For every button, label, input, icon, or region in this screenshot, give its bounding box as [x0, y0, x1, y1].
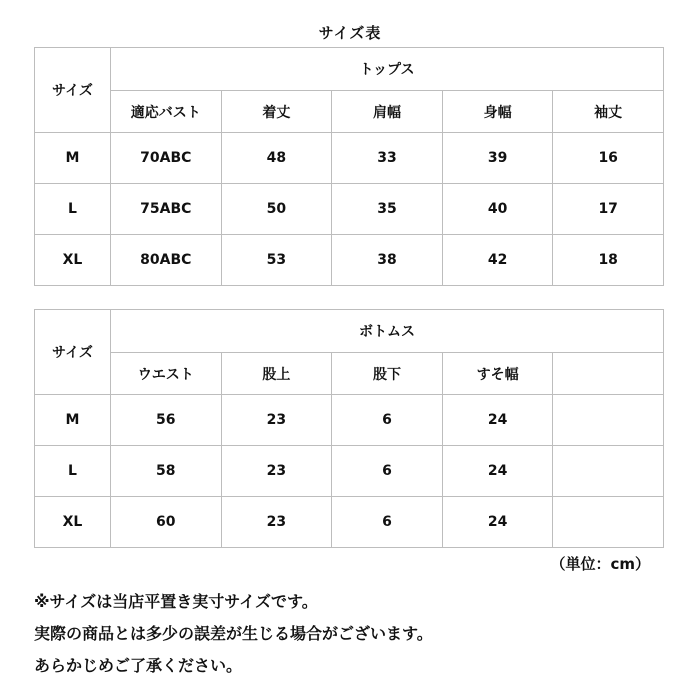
column-header: 着丈: [221, 91, 332, 133]
value-cell: 48: [221, 133, 332, 184]
value-cell: 40: [442, 184, 553, 235]
value-cell: 60: [111, 497, 222, 548]
column-header: 股上: [221, 353, 332, 395]
value-cell: [553, 395, 664, 446]
value-cell: [553, 497, 664, 548]
value-cell: 70ABC: [111, 133, 222, 184]
value-cell: 24: [442, 395, 553, 446]
size-cell: M: [35, 395, 111, 446]
value-cell: 38: [332, 235, 443, 286]
value-cell: 39: [442, 133, 553, 184]
page-title: サイズ表: [318, 24, 382, 42]
column-header: [553, 353, 664, 395]
value-cell: 23: [221, 446, 332, 497]
value-cell: 53: [221, 235, 332, 286]
bottoms-size-table: [34, 309, 664, 548]
size-header: サイズ: [35, 310, 111, 395]
value-cell: 80ABC: [111, 235, 222, 286]
size-cell: M: [35, 133, 111, 184]
value-cell: 6: [332, 446, 443, 497]
value-cell: 23: [221, 395, 332, 446]
table-row: [35, 497, 664, 548]
table-row: [35, 235, 664, 286]
group-label: トップス: [111, 48, 664, 91]
value-cell: 33: [332, 133, 443, 184]
value-cell: 75ABC: [111, 184, 222, 235]
size-cell: L: [35, 446, 111, 497]
value-cell: 23: [221, 497, 332, 548]
value-cell: 18: [553, 235, 664, 286]
value-cell: 16: [553, 133, 664, 184]
tops-size-table: [34, 47, 664, 286]
value-cell: 24: [442, 446, 553, 497]
size-header: サイズ: [35, 48, 111, 133]
value-cell: 50: [221, 184, 332, 235]
column-header: すそ幅: [442, 353, 553, 395]
column-header: 身幅: [442, 91, 553, 133]
value-cell: 24: [442, 497, 553, 548]
column-header: 股下: [332, 353, 443, 395]
note-line: ※サイズは当店平置き実寸サイズです。: [34, 592, 318, 611]
note-line: あらかじめご了承ください。: [34, 656, 243, 675]
table-row: [35, 133, 664, 184]
column-header: 適応バスト: [111, 91, 222, 133]
column-header: 袖丈: [553, 91, 664, 133]
note-line: 実際の商品とは多少の誤差が生じる場合がございます。: [34, 624, 433, 643]
column-header: 肩幅: [332, 91, 443, 133]
value-cell: [553, 446, 664, 497]
value-cell: 56: [111, 395, 222, 446]
notes: [34, 586, 433, 682]
value-cell: 35: [332, 184, 443, 235]
value-cell: 58: [111, 446, 222, 497]
value-cell: 6: [332, 395, 443, 446]
table-row: [35, 446, 664, 497]
table-row: [35, 184, 664, 235]
column-header: ウエスト: [111, 353, 222, 395]
value-cell: 6: [332, 497, 443, 548]
size-cell: XL: [35, 497, 111, 548]
table-row: [35, 395, 664, 446]
value-cell: 42: [442, 235, 553, 286]
value-cell: 17: [553, 184, 664, 235]
group-label: ボトムス: [111, 310, 664, 353]
size-cell: L: [35, 184, 111, 235]
unit-note: （単位：cm）: [550, 555, 650, 573]
size-cell: XL: [35, 235, 111, 286]
